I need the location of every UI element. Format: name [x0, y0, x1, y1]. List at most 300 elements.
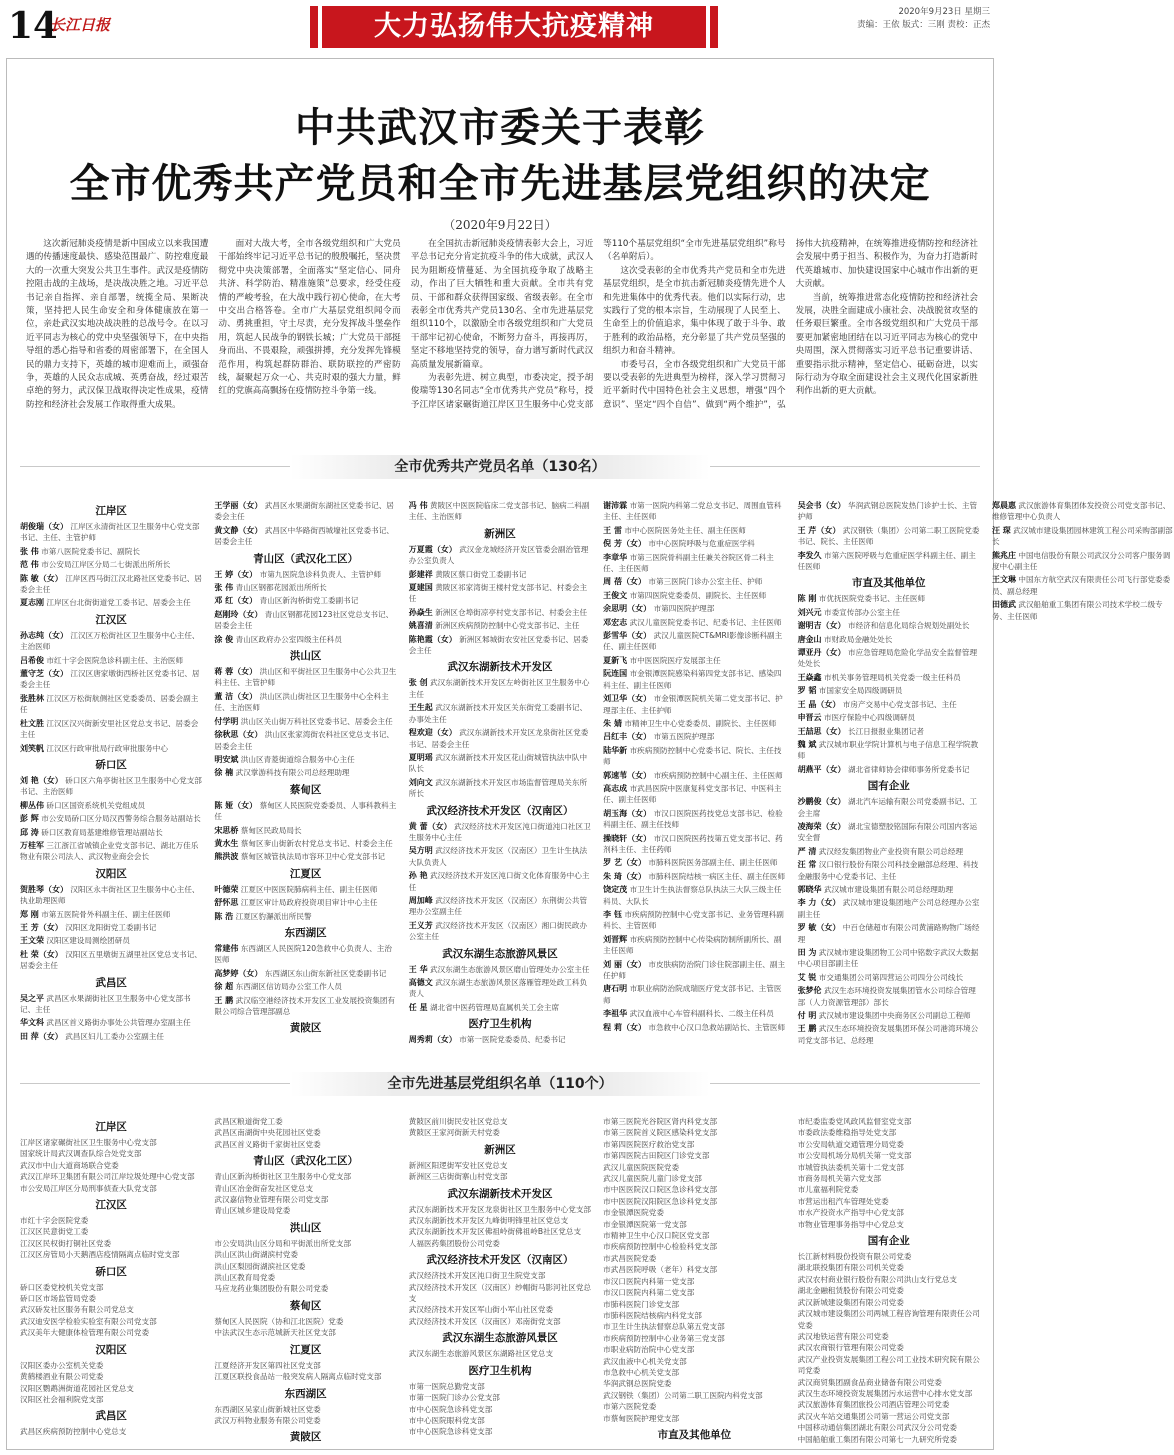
- member-name: 吴之平: [20, 993, 44, 1003]
- member-entry: [798, 821, 980, 844]
- member-entry: [603, 655, 785, 666]
- org-entry: 青山区城乡建设局党委: [214, 1206, 291, 1216]
- member-entry: [798, 1023, 980, 1046]
- member-title: 市急救中心汉口急救站副站长、主管医师: [645, 1022, 786, 1032]
- member-entry: [20, 1031, 202, 1042]
- member-title: 武汉经发集团物业产业投资有限公司总经理: [816, 846, 964, 856]
- member-entry: [20, 935, 202, 946]
- member-name: 吕红丰（女）: [603, 732, 652, 742]
- member-title: 武汉钢铁（集团）公司第二职工医院党委书记、院长、主任医师: [797, 525, 980, 547]
- org-entry: 市急救中心机关党支部: [603, 1367, 680, 1377]
- member-title: 中国东方航空武汉有限责任公司飞行部党委委员、副总经理: [991, 575, 1171, 596]
- member-name: 张 伟: [20, 546, 39, 556]
- member-title: 市职业病防治院成瑞医疗党支部书记、主管医师: [603, 984, 782, 1005]
- member-name: 宋思桥: [214, 825, 239, 835]
- member-entry: [603, 718, 785, 729]
- member-entry: [214, 943, 396, 966]
- org-entry: 武汉生态环境投资发展集团污水运营中心排水党支部: [797, 1388, 973, 1398]
- member-title: 市财政局金融处处长: [821, 634, 893, 644]
- member-name: 田德武: [991, 600, 1016, 610]
- org-entry: 汉阳区委办公室机关党委: [20, 1360, 104, 1370]
- district-heading: 武汉东湖生态旅游风景区: [442, 947, 558, 960]
- org-entry: 武汉江岸环卫集团有限公司江岸垃圾处理中心党支部: [20, 1172, 195, 1182]
- member-entry: [798, 500, 980, 523]
- member-name: 孙 艳: [408, 871, 428, 881]
- member-title: 蔡甸区人民医院党委委员、人事科教科主任: [214, 800, 397, 822]
- org-entry: 武汉儿童医院儿童门诊党支部: [603, 1174, 702, 1184]
- org-entry: 武汉经济技术开发区沌口街卫生院党支部: [408, 1271, 546, 1281]
- member-name: 胡玉海（女）: [603, 808, 652, 818]
- org-entry: 武昌区南湖街中央花园社区党委: [214, 1128, 321, 1138]
- member-name: 董 洁（女）: [214, 691, 258, 701]
- member-title: 市交通集团公司第四营运公司四分公司线长: [816, 972, 964, 982]
- org-entry: 武汉儿童医院医院党委: [603, 1162, 680, 1172]
- member-name: 谢明吉（女）: [797, 621, 846, 631]
- member-title: 市公安局硚口区分局汉西警务综合服务站副站长: [38, 814, 201, 824]
- member-entry: [798, 712, 980, 723]
- body-paragraph: 市委号召，全市各级党组织和广大党员干部要以受表彰的先进典型为榜样，深入学习贯彻习近平新时代中国特色社会主义思想，增强“四个意识”、坚定“四个自信”、做到“两个维护”，弘扬伟大抗疫精神，在统筹推进疫情防控和经济社会发展中勇于担当、积极作为，为奋力打造新时代英雄城市、加快建设国家中心城市作出新的更大贡献。: [603, 239, 978, 410]
- member-entry: [603, 783, 785, 806]
- member-entry: [214, 729, 396, 752]
- member-entry: [20, 827, 202, 838]
- member-entry: [992, 525, 1174, 548]
- member-entry: [20, 775, 202, 798]
- member-title: 江岸区西马街江汉北路社区党委书记、居委会主任: [20, 573, 202, 595]
- member-title: 武汉船舶重工集团有限公司技术学校二级专务、主任医师: [991, 600, 1163, 621]
- org-entry: 江汉区房管局小天鹅酒店疫情隔离点临时党支部: [20, 1250, 180, 1260]
- member-title: 武汉东湖新技术开发区左岭街社区卫生服务中心主任: [408, 678, 590, 699]
- member-name: 黄水生: [214, 838, 239, 848]
- org-entry: 市第一医院总勤党支部: [408, 1381, 485, 1391]
- member-title: 市疾病预防控制中心副主任、主任医师: [651, 770, 783, 780]
- org-entry: 黄陂区王家河街新天村党委: [408, 1128, 500, 1138]
- member-name: 陈 刚: [797, 594, 817, 604]
- org-entry: 市营运出租汽车管理处党委: [797, 1196, 889, 1206]
- org-entry: 市汉口医院内科第二党支部: [603, 1288, 695, 1298]
- member-title: 市优抚医院党委书记、主任医师: [816, 594, 926, 604]
- member-entry: [603, 590, 785, 601]
- org-entry: 市水产投资水产指导中心党支部: [797, 1208, 904, 1218]
- org-entry: 市中医医院汉阳院区急诊科党支部: [603, 1196, 718, 1206]
- member-entry: [214, 569, 396, 580]
- org-entry: 市精神卫生中心汉口院区党支部: [603, 1231, 710, 1241]
- member-title: 武昌区水果湖街社区卫生服务中心党支部书记、主任: [20, 993, 191, 1014]
- org-entry: 国家统计局武汉调查队综合处党支部: [20, 1149, 142, 1159]
- member-name: 严 清: [797, 846, 817, 856]
- member-title: 汉口银行股份有限公司科技金融部总经理、科技金融服务中心党委书记、主任: [797, 860, 979, 881]
- member-name: 王义芳: [408, 920, 433, 930]
- body-paragraph: 当前，统筹推进常态化疫情防控和经济社会发展，决胜全面建成小康社会、决战脱贫攻坚的任务艰巨繁重。全市各级党组织和广大党员干部要更加紧密地团结在以习近平同志为核心的党中央周围，深入贯彻落实习近平总书记重要讲话、重要指示批示精神，坚定信心、砥砺奋进，以实际行动为夺取全面建设社会主义现代化国家新胜利作出新的更大贡献。: [795, 292, 978, 397]
- member-name: 操晓轩（女）: [603, 833, 652, 843]
- district-heading: 江夏区: [289, 867, 322, 880]
- member-title: 汉阳区建设局测绘团研员: [44, 936, 130, 946]
- member-entry: [409, 500, 591, 523]
- org-entry: 市第一医院门诊办公党支部: [408, 1393, 500, 1403]
- member-name: 饶定茂: [603, 885, 628, 895]
- member-name: 吴会书（女）: [797, 501, 846, 510]
- district-heading: 蔡甸区: [289, 783, 322, 796]
- member-entry: [798, 884, 980, 895]
- org-entry: 人福医药集团股份公司党委: [408, 1238, 500, 1248]
- member-entry: [214, 884, 396, 895]
- member-name: 陈艳霞（女）: [408, 634, 457, 644]
- member-entry: [603, 603, 785, 614]
- member-entry: [409, 582, 591, 605]
- member-name: 付 明: [797, 1011, 817, 1021]
- district-heading: 武汉东湖新技术开发区: [447, 1187, 553, 1200]
- member-title: 市第六医院呼吸与危重症医学科副主任、副主任医师: [797, 550, 976, 572]
- member-title: 市第一医院党委委员、纪委书记: [456, 1035, 566, 1045]
- org-entry: 市武昌医院呼吸（老年）科党支部: [603, 1265, 718, 1275]
- member-name: 任 星: [408, 1002, 428, 1012]
- org-entry: 洪山区教育局党委: [214, 1273, 276, 1283]
- org-entry: 武汉经济技术开发区军山街小军山社区党委: [408, 1305, 554, 1315]
- org-entry: 市卫生计生执法督察总队第五党支部: [603, 1322, 725, 1332]
- member-entry: [798, 607, 980, 618]
- member-title: 东西湖区人民医院120急救中心负责人、主治医师: [214, 943, 392, 965]
- member-name: 刘笑帆: [20, 743, 44, 753]
- member-title: 武汉血液中心车管科副科长、二级主任科员: [627, 1009, 774, 1019]
- district-heading: 东西湖区: [284, 1387, 327, 1400]
- member-name: 万桂军: [20, 840, 44, 850]
- body-paragraph: 面对大战大考，全市各级党组织和广大党员干部始终牢记习近平总书记的殷殷嘱托，坚决贯彻党中央决策部署，全面落实“坚定信心、同舟共济、科学防治、精准施策”总要求，经受住疫情的严峻考验，在大战中践行初心使命，在大考中交出合格答卷。全市广大基层党组织闻令而动、勇挑重担，守土尽责，充分发挥战斗堡垒作用，筑起人民战争的钢铁长城；广大党员干部挺身而出、不畏艰险，顽强拼搏，充分发挥先锋模范作用，构筑起群防群治、联防联控的严密防线，凝聚起万众一心、共克时艰的强大力量，鲜红的党旗高高飘扬在疫情防控斗争第一线。: [218, 239, 401, 397]
- member-title: 江夏区中医医院肺病科主任、副主任医师: [238, 884, 378, 894]
- member-name: 李 钰: [603, 910, 622, 919]
- member-title: 市中心医院医务处主任、副主任医师: [621, 525, 746, 535]
- org-entry: 中国移动通信集团湖北有限公司武汉分公司党委: [797, 1423, 958, 1433]
- member-entry: [214, 897, 396, 908]
- member-title: 武汉儿童医院CT&MRI影像诊断科副主任、副主任医师: [603, 631, 783, 652]
- member-title: 市应急管理局危险化学品安全监督管理处处长: [797, 648, 978, 669]
- member-name: 徐 超: [214, 982, 234, 992]
- org-entry: 市金银潭医院党委: [603, 1208, 664, 1218]
- district-heading: 国有企业: [867, 1235, 910, 1248]
- org-entry: 武汉硚发社区服务有限公司党总支: [20, 1305, 134, 1315]
- member-name: 余思明（女）: [603, 604, 652, 614]
- district-heading: 武汉东湖新技术开发区: [447, 661, 553, 674]
- district-heading: 武昌区: [95, 976, 127, 989]
- member-name: 王 婷（女）: [214, 569, 258, 579]
- org-entry: 黄陂区前川街民安社区党总支: [408, 1117, 508, 1126]
- member-entry: [603, 576, 785, 587]
- member-entry: [214, 851, 396, 862]
- member-title: 江汉区唐家墩街西桥社区党委书记、居委会主任: [20, 669, 200, 690]
- district-heading: 武汉东湖生态旅游风景区: [442, 1332, 558, 1345]
- member-title: 市第五医院骨外科副主任、副主任医师: [38, 909, 171, 919]
- member-title: 黄陂区蔡口街党工委副书记: [432, 569, 527, 579]
- section-banner: 大力弘扬伟大抗疫精神: [322, 6, 706, 48]
- member-name: 张 伟: [214, 583, 234, 593]
- member-title: 华润武钢总医院发热门诊护士长、主管护师: [797, 501, 978, 522]
- member-name: 王 芹（女）: [797, 525, 841, 535]
- member-title: 市经济和信息化局综合规划处副处长: [845, 621, 970, 631]
- member-name: 杜 荣（女）: [20, 949, 63, 959]
- district-heading: 汉阳区: [95, 1343, 127, 1356]
- district-heading: 江岸区: [95, 505, 127, 517]
- member-name: 李祖华: [603, 1009, 628, 1019]
- org-entry: 市公安局机场分局机关第一党支部: [797, 1151, 912, 1161]
- member-entry: [992, 500, 1174, 523]
- member-name: 陈 浩: [214, 911, 234, 921]
- org-entry: 市公安局轨道交通管理分局党委: [797, 1139, 904, 1149]
- member-name: 罗 艺（女）: [603, 858, 646, 868]
- member-title: 东西湖区信访局办公室工作人员: [233, 982, 342, 992]
- member-title: 市中心医院呼吸与危重症医学科: [645, 539, 755, 549]
- member-title: 青山区钢都花园派出所所长: [233, 583, 327, 593]
- org-entry: 市第四医院古田院区门诊党支部: [603, 1151, 710, 1161]
- member-entry: [20, 922, 202, 933]
- member-title: 市机关事务管理局机关党委一级主任科员: [821, 672, 961, 682]
- paper-logo: 长江日报: [50, 16, 111, 34]
- member-title: 湖北汽车运输有限公司党委副书记、工会主席: [797, 797, 978, 818]
- member-entry: [798, 634, 980, 645]
- member-entry: [603, 1008, 785, 1019]
- member-title: 武汉临空港经济技术开发区工业发展投资集团有限公司综合管理部副总: [214, 995, 396, 1016]
- member-entry: [20, 840, 202, 863]
- masthead: [0, 0, 1000, 62]
- orgs-list: [20, 1116, 980, 1446]
- member-title: 新洲区邾城街农安社区党委书记、居委会主任: [408, 634, 589, 656]
- body-paragraph: 为表彰先进、树立典型，市委决定，授予胡俊瑞等130名同志“全市优秀共产党员”称号，授予江岸区诸家碾街道江岸区卫生服务中心党支部等110个基层党组织“全市先进基层党组织”称号（名单附后）。: [410, 239, 786, 410]
- member-title: 市医疗保险中心四级调研员: [821, 713, 916, 723]
- org-entry: 洪山区梨园街湖滨社区党委: [214, 1261, 306, 1271]
- member-entry: [603, 934, 785, 957]
- member-name: 谭亚丹（女）: [797, 648, 846, 658]
- member-entry: [409, 870, 591, 893]
- member-entry: [20, 743, 202, 754]
- org-entry: 武汉东湖生态旅游风景区东湖路社区党总支: [408, 1349, 554, 1359]
- member-title: 市疾病预防控制中心传染病防制所副所长、副主任医师: [603, 934, 782, 956]
- member-title: 市金银潭医院感染科第四党支部书记、感染四科主任、副主任医师: [603, 669, 782, 690]
- member-title: 长江日报报业集团记者: [845, 726, 924, 736]
- issue-meta: [857, 6, 990, 32]
- member-title: 江汉区行政审批局行政审批服务中心: [44, 743, 168, 753]
- member-entry: [20, 546, 202, 557]
- district-heading: 江岸区: [95, 1121, 127, 1133]
- member-title: 湖北宝德塑胶铭国际有限公司国内客运安全督: [797, 821, 978, 843]
- org-entry: 武汉城市建设集团公司两城工程咨询管理有限责任公司党委: [797, 1309, 980, 1330]
- member-name: 郑晨惠: [991, 501, 1016, 510]
- org-entry: 马应龙药业集团股份有限公司党委: [214, 1284, 329, 1294]
- member-title: 青山区钢都花园123社区党总支书记、居委会主任: [214, 609, 394, 631]
- org-entry: 武汉嘉信物业管理有限公司党支部: [214, 1195, 329, 1205]
- member-name: 李发久: [797, 550, 822, 560]
- member-entry: [603, 909, 785, 932]
- district-heading: 武汉经济技术开发区（汉南区）: [426, 1254, 574, 1267]
- member-entry: [20, 559, 202, 570]
- member-name: 张胜林: [20, 693, 44, 703]
- member-entry: [409, 702, 591, 725]
- member-name: 高志成: [603, 783, 628, 793]
- member-title: 市第四医院党委委员、副院长、主任医师: [627, 590, 767, 600]
- district-heading: 江汉区: [95, 1199, 127, 1212]
- member-title: 蔡甸区民政局局长: [238, 825, 302, 835]
- member-entry: [603, 500, 785, 523]
- member-title: 武汉金龙城经济开发区管委会副治管理办公室负责人: [408, 544, 589, 566]
- member-title: 市红十字会医院急诊科副主任、主治医师: [44, 655, 184, 665]
- member-title: 汉阳区永丰街社区卫生服务中心主任、执业助理医师: [20, 884, 200, 906]
- member-entry: [409, 634, 591, 657]
- district-heading: 硚口区: [95, 758, 127, 771]
- member-entry: [20, 630, 202, 653]
- member-title: 市第一医院内科第二党总支书记、周围血管科主任、主任医师: [603, 501, 782, 522]
- member-entry: [798, 796, 980, 819]
- district-heading: 医疗卫生机构: [468, 1364, 532, 1377]
- member-entry: [409, 920, 591, 943]
- member-title: 武汉东湖新技术开发区市场监督管理局关东所所长: [408, 777, 588, 799]
- district-heading: 硚口区: [95, 1265, 127, 1278]
- org-entry: 江夏经济开发区第四社区党支部: [214, 1360, 321, 1370]
- member-entry: [409, 544, 591, 567]
- district-heading: 武汉经济技术开发区（汉南区）: [426, 804, 574, 817]
- member-name: 郭速苇（女）: [603, 770, 652, 780]
- member-entry: [798, 972, 980, 983]
- member-entry: [992, 599, 1174, 622]
- orgs-heading: 全市先进基层党组织名单（110个）: [290, 1072, 710, 1096]
- org-entry: 黄鹤楼酒业有限公司党委: [20, 1372, 104, 1382]
- body-paragraph: 在全国抗击新冠肺炎疫情表彰大会上，习近平总书记充分肯定抗疫斗争的伟大成就，武汉人民为阻断疫情蔓延、为全国抗疫争取了战略主动，作出了巨大牺牲和重大贡献。全市共有党员、干部和群众获得国家级、省级表彰。在全市表彰全市优秀共产党员130名、全市先进基层党组织110个，以激励全市各级党组织和广大党员干部牢记初心使命，不断努力奋斗，再接再厉，坚定不移地坚持党的领导，奋力谱写新时代武汉高质量发展新篇章。: [410, 239, 594, 370]
- district-heading: 新洲区: [484, 527, 516, 540]
- org-entry: 武汉市中山大道商场联合党委: [20, 1160, 119, 1170]
- member-name: 唐金山: [797, 634, 822, 644]
- member-entry: [409, 777, 591, 800]
- member-entry: [20, 655, 202, 666]
- org-entry: 武汉东湖新技术开发区佛祖岭街佛祖岭B社区党总支: [408, 1227, 582, 1237]
- member-entry: [603, 693, 785, 716]
- member-name: 周秀莉（女）: [408, 1035, 457, 1045]
- member-title: 市武昌医院中医康复科党支部书记、中医科主任、副主任医师: [603, 783, 782, 805]
- member-title: 市皮肤病防治院门诊住院部副主任、副主任护师: [603, 959, 786, 981]
- member-name: 谢沛霖: [603, 501, 628, 510]
- body-paragraph: 这次新冠肺炎疫情是新中国成立以来我国遭遇的传播速度最快、感染范围最广、防控难度最大的一次重大突发公共卫生事件。武汉是疫情防控阻击战的主战场，是决战决胜之地。习近平总书记亲自指挥、亲自部署，统揽全局、果断决策，坚持把人民生命安全和身体健康放在第一位，亲赴武汉实地决战决胜的总战号令。在以习近平同志为核心的党中央坚强领导下，在中央指导组的悉心指导和省委的周密部署下，在全国人民的鼎力支持下，英雄的城市迎难而上，顽强奋争，英雄的人民众志成城、英勇奋战，经过艰苦卓绝的努力，武汉保卫战取得决定性成果，疫情防控和经济社会发展工作取得重大成果。: [26, 239, 209, 410]
- member-entry: [20, 693, 202, 716]
- member-entry: [409, 821, 591, 844]
- member-title: 武昌区水果湖街东湖社区党委书记、居委会主任: [214, 501, 394, 522]
- member-title: 市公安局江岸区分局二七街派出所所长: [38, 560, 171, 570]
- member-name: 赵刚玲（女）: [214, 609, 263, 619]
- member-entry: [798, 897, 980, 920]
- org-entry: 市纪委监委党风政风监督室党支部: [797, 1117, 912, 1126]
- member-entry: [409, 964, 591, 975]
- org-entry: 新洲区三店街街寨山村党支部: [408, 1172, 508, 1182]
- org-entry: 武汉经济技术开发区（汉南区）纱帽街马影河社区党总支: [408, 1282, 592, 1304]
- member-name: 熊洪波: [214, 852, 239, 862]
- article-body: [26, 238, 978, 430]
- member-entry: [20, 800, 202, 811]
- member-title: 武昌区中华路街西城壕社区党委书记、居委会主任: [214, 525, 394, 547]
- org-entry: 市中心医院急诊科党支部: [408, 1404, 493, 1414]
- member-title: 江夏区豹澥派出所民警: [233, 911, 312, 921]
- org-entry: 市儿童福利院党委: [797, 1185, 859, 1195]
- member-title: 武昌区首义路街办事处公共管理办室副主任: [44, 1018, 191, 1028]
- members-heading: 全市优秀共产党员名单（130名）: [290, 455, 710, 479]
- org-entry: 武昌区首义路街千家街社区党委: [214, 1139, 321, 1149]
- member-title: 洪山区张家湾街农科社区党总支书记、居委会主任: [214, 730, 394, 751]
- member-name: 朱 婧: [603, 718, 622, 728]
- member-name: 汪 琛: [991, 525, 1011, 535]
- member-name: 罗 韬: [797, 686, 817, 696]
- member-title: 黄陂区中医医院临床二党支部书记、脑病二科副主任、主治医师: [408, 501, 590, 522]
- member-entry: [603, 731, 785, 742]
- member-title: 江岸区台北街街道党工委书记、居委会主任: [44, 598, 191, 608]
- org-entry: 市第三医院首义院区感染科党支部: [603, 1128, 718, 1138]
- member-title: 市汉口医院医药技党总支部书记、检验科副主任、副主任技师: [603, 808, 783, 830]
- article-title: [0, 100, 1000, 212]
- org-entry: 东西湖区吴家山街新城社区党委: [214, 1404, 321, 1414]
- member-title: 市第八医院党委书记、副院长: [38, 546, 140, 556]
- member-name: 黄 蕾（女）: [408, 821, 452, 831]
- member-name: 陈 敏（女）: [20, 573, 63, 583]
- member-title: 武汉东湖新技术开发区关东街党工委副书记、办事处主任: [408, 703, 588, 724]
- member-name: 倪 芳（女）: [603, 539, 646, 549]
- member-title: 汉阳区龙阳街党工委副书记: [62, 922, 157, 932]
- district-heading: 武昌区: [95, 1410, 127, 1423]
- member-title: 江汉区汉兴街新安里社区党总支书记、居委会主任: [20, 718, 199, 740]
- member-name: 唐石明: [603, 984, 628, 994]
- member-name: 徐 楠: [214, 768, 234, 778]
- member-name: 王 芳（女）: [20, 922, 63, 932]
- issue-date: 2020年9月23日 星期三: [898, 7, 990, 17]
- members-list: [20, 500, 1173, 1048]
- org-entry: 市第三医院光谷院区肾内科党支部: [603, 1117, 718, 1126]
- member-name: 张梦伦: [797, 986, 822, 996]
- member-entry: [603, 983, 785, 1006]
- member-entry: [409, 895, 591, 918]
- org-entry: 市疾病预防控制中心业务第三党支部: [603, 1333, 725, 1343]
- member-name: 艾 锐: [797, 972, 817, 982]
- org-entry: 江夏区联投食品站一般突发病人隔离点临时党支部: [214, 1372, 382, 1382]
- member-entry: [214, 981, 396, 992]
- district-heading: 洪山区: [289, 1221, 322, 1234]
- org-entry: 市金银潭医院第一党支部: [603, 1219, 687, 1229]
- org-entry: 武汉美年大健康体检管理有限公司党委: [20, 1328, 150, 1338]
- org-entry: 武汉产业投资发展集团工程公司工业技术研究院有限公司党委: [797, 1354, 980, 1376]
- member-entry: [798, 859, 980, 882]
- member-name: 王 雷: [603, 525, 622, 535]
- member-title: 武汉城市建设集团中央商务区公司副总工程师: [816, 1011, 971, 1021]
- org-entry: 市肺科医院结核病内科党支部: [603, 1310, 702, 1320]
- org-entry: 市疾病预防控制中心检验科党支部: [603, 1242, 718, 1252]
- member-title: 市国家安全局四级调研员: [816, 686, 903, 696]
- member-entry: [20, 597, 202, 608]
- member-name: 刘 丽（女）: [603, 959, 646, 969]
- member-entry: [992, 550, 1174, 573]
- member-title: 洪山区洪山街社区卫生服务中心全科主任、主治医师: [214, 691, 389, 713]
- member-name: 蒋 蓉（女）: [214, 667, 258, 677]
- member-title: 青山区新沟桥街党工委副书记: [257, 596, 359, 606]
- editor-credits: 责编：王依 版式：三刚 责校：正杰: [857, 20, 990, 30]
- member-entry: [214, 838, 396, 849]
- org-entry: 武汉火车站交通集团公司第一营运公司党支部: [797, 1411, 950, 1421]
- member-title: 市肺科医院结核一病区主任、副主任医师: [645, 871, 786, 881]
- member-name: 徐秋思（女）: [214, 730, 263, 740]
- member-title: 武汉旅游体育集团体发投资公司党支部书记、维修管理中心负责人: [991, 501, 1171, 522]
- member-title: 武汉城市建设集团园林建筑工程公司采购部副部长: [991, 525, 1173, 547]
- member-name: 王文荣: [20, 936, 44, 946]
- member-entry: [798, 647, 980, 670]
- member-entry: [20, 718, 202, 741]
- member-title: 市肺科医院医务部副主任、副主任医师: [645, 858, 778, 868]
- org-entry: 市城管执法委机关第十二党支部: [797, 1162, 904, 1172]
- district-heading: 国有企业: [867, 780, 910, 793]
- member-title: 市中医医院医疗发展部主任: [627, 655, 721, 665]
- member-entry: [603, 525, 785, 536]
- member-entry: [409, 752, 591, 775]
- org-entry: 青山区冶金街奋发社区党总支: [214, 1183, 314, 1193]
- member-title: 武汉东湖新技术开发区花山街城管执法中队中队长: [408, 752, 588, 774]
- member-entry: [20, 909, 202, 920]
- org-entry: 市第四医院医疗救治党支部: [603, 1139, 695, 1149]
